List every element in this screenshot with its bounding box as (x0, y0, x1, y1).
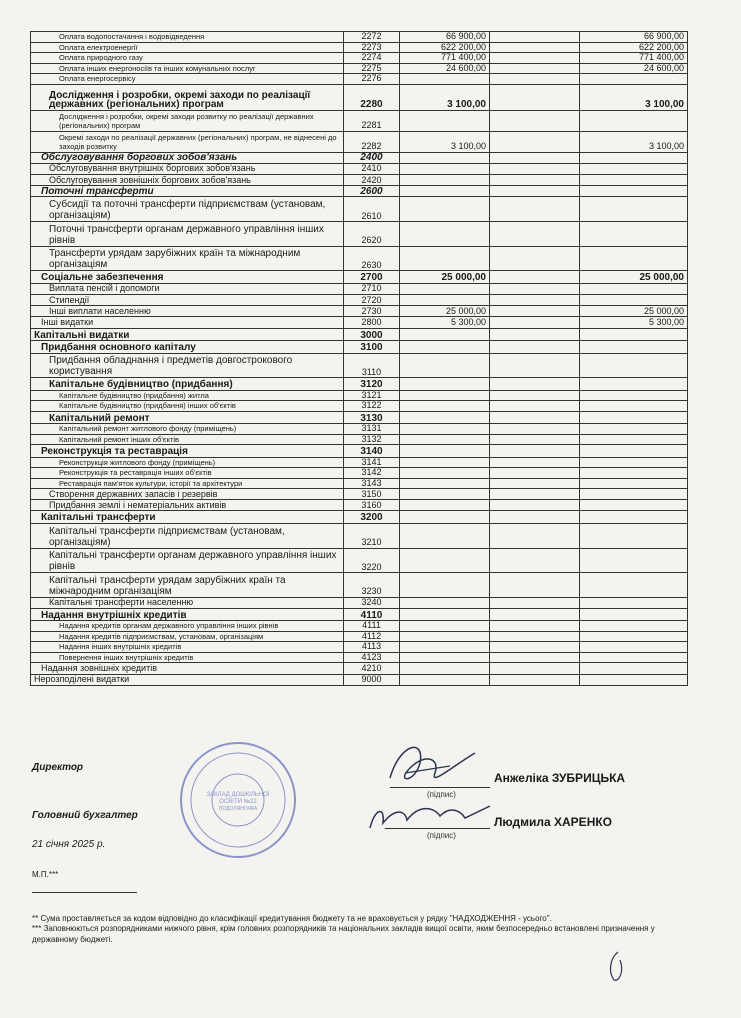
row-code: 3142 (344, 468, 400, 479)
row-code: 4110 (344, 608, 400, 621)
row-code: 2630 (344, 246, 400, 271)
row-code: 3141 (344, 457, 400, 468)
row-value-3: 622 200,00 (580, 42, 688, 53)
row-name: Оплата природного газу (31, 53, 344, 64)
row-name: Дослідження і розробки, окремі заходи розвитку по реалізації державних (регіональних) програм (31, 110, 344, 131)
row-code: 3110 (344, 353, 400, 378)
director-label: Директор (32, 762, 84, 773)
svg-text:ЗАКЛАД ДОШКІЛЬНОЇ: ЗАКЛАД ДОШКІЛЬНОЇ (206, 792, 270, 798)
pen-mark (606, 950, 628, 984)
row-code: 2800 (344, 317, 400, 328)
row-name: Субсидії та поточні трансферти підприємствам (установам, організаціям) (31, 197, 344, 222)
row-code: 2710 (344, 283, 400, 294)
row-code: 2281 (344, 110, 400, 131)
row-value-3: 25 000,00 (580, 271, 688, 284)
row-value-1: 771 400,00 (400, 53, 490, 64)
row-value-1: 3 100,00 (400, 131, 490, 152)
row-code: 2275 (344, 63, 400, 74)
row-value-1: 24 600,00 (400, 63, 490, 74)
row-code: 3131 (344, 424, 400, 435)
row-code: 3200 (344, 511, 400, 524)
row-value-3: 771 400,00 (580, 53, 688, 64)
row-name: Поточні трансферти (31, 186, 344, 197)
row-value-3: 24 600,00 (580, 63, 688, 74)
row-value-1: 3 100,00 (400, 84, 490, 110)
svg-text:ОСВІТИ №22: ОСВІТИ №22 (219, 799, 257, 805)
row-name: Надання інших внутрішніх кредитів (31, 642, 344, 653)
row-code: 4112 (344, 631, 400, 642)
row-code: 2410 (344, 163, 400, 174)
round-stamp (178, 740, 298, 860)
row-value-1: 25 000,00 (400, 271, 490, 284)
row-code: 2272 (344, 32, 400, 43)
row-code: 4210 (344, 663, 400, 674)
row-code: 2420 (344, 174, 400, 185)
row-name: Створення державних запасів і резервів (31, 489, 344, 500)
row-name: Інші виплати населенню (31, 306, 344, 317)
row-name: Капітальні трансферти підприємствам (установам, організаціям) (31, 523, 344, 548)
row-value-1: 5 300,00 (400, 317, 490, 328)
row-code: 2700 (344, 271, 400, 284)
row-value-1: 622 200,00 (400, 42, 490, 53)
report-date: 21 січня 2025 р. (32, 839, 106, 850)
row-code: 3230 (344, 573, 400, 598)
row-name: Реконструкція житлового фонду (приміщень) (31, 457, 344, 468)
row-value-3: 25 000,00 (580, 306, 688, 317)
row-name: Капітальне будівництво (придбання) житла (31, 390, 344, 401)
row-name: Капітальні трансферти урядам зарубіжних країн та міжнародним організаціям (31, 573, 344, 598)
row-name: Соціальне забезпечення (31, 271, 344, 284)
row-name: Капітальний ремонт інших об'єктів (31, 434, 344, 445)
row-name: Виплата пенсій і допомоги (31, 283, 344, 294)
row-name: Оплата електроенергії (31, 42, 344, 53)
row-name: Повернення інших внутрішніх кредитів (31, 652, 344, 663)
row-name: Реконструкція та реставрація інших об'єктів (31, 468, 344, 479)
row-code: 3210 (344, 523, 400, 548)
row-name: Надання внутрішніх кредитів (31, 608, 344, 621)
row-name: Капітальні трансферти органам державного управління інших рівнів (31, 548, 344, 573)
director-name: Анжеліка ЗУБРИЦЬКА (494, 771, 626, 785)
row-value-3: 66 900,00 (580, 32, 688, 43)
row-code: 3121 (344, 390, 400, 401)
accountant-label: Головний бухгалтер (32, 810, 138, 821)
accountant-name: Людмила ХАРЕНКО (494, 815, 613, 829)
row-code: 3160 (344, 500, 400, 511)
row-name: Обслуговування внутрішніх боргових зобов'язань (31, 163, 344, 174)
footnote-1: ** Сума проставляється за кодом відповідно до класифікації кредитування бюджету та не враховується у рядку "НАДХОДЖЕННЯ - усього". (32, 914, 552, 923)
row-code: 3122 (344, 401, 400, 412)
row-name: Трансферти урядам зарубіжних країн та міжнародним організаціям (31, 246, 344, 271)
row-code: 4111 (344, 621, 400, 632)
accountant-sign-caption: (підпис) (427, 831, 456, 840)
row-code: 2620 (344, 222, 400, 247)
row-name: Дослідження і розробки, окремі заходи по реалізації державних (регіональних) програм (31, 84, 344, 110)
row-code: 4123 (344, 652, 400, 663)
row-name: Надання зовнішніх кредитів (31, 663, 344, 674)
row-name: Реконструкція та реставрація (31, 445, 344, 458)
row-value-1: 25 000,00 (400, 306, 490, 317)
row-code: 3140 (344, 445, 400, 458)
row-code: 3143 (344, 478, 400, 489)
row-code: 2720 (344, 294, 400, 305)
row-code: 3150 (344, 489, 400, 500)
row-code: 2274 (344, 53, 400, 64)
row-code: 2730 (344, 306, 400, 317)
row-code: 2600 (344, 186, 400, 197)
row-name: Придбання землі і нематеріальних активів (31, 500, 344, 511)
row-code: 3130 (344, 411, 400, 424)
row-name: Капітальні видатки (31, 328, 344, 341)
row-code: 3100 (344, 341, 400, 354)
director-signature (380, 738, 490, 793)
row-name: Надання кредитів органам державного управління інших рівнів (31, 621, 344, 632)
row-name: Надання кредитів підприємствам, установам, організаціям (31, 631, 344, 642)
row-name: Капітальні трансферти населенню (31, 597, 344, 608)
row-code: 9000 (344, 674, 400, 685)
row-name: Придбання основного капіталу (31, 341, 344, 354)
row-name: Стипендії (31, 294, 344, 305)
row-value-3: 5 300,00 (580, 317, 688, 328)
row-code: 3240 (344, 597, 400, 608)
row-name: Обслуговування зовнішніх боргових зобов'язань (31, 174, 344, 185)
row-name: Обслуговування боргових зобов'язань (31, 152, 344, 163)
row-value-3: 3 100,00 (580, 84, 688, 110)
row-name: Придбання обладнання і предметів довгострокового користування (31, 353, 344, 378)
row-name: Капітальне будівництво (придбання) (31, 378, 344, 391)
row-code: 3132 (344, 434, 400, 445)
row-code: 3000 (344, 328, 400, 341)
director-sign-caption: (підпис) (427, 790, 456, 799)
row-code: 2273 (344, 42, 400, 53)
accountant-sign-line (385, 828, 490, 829)
row-name: Капітальний ремонт (31, 411, 344, 424)
stamp-place-label: М.П.*** (32, 870, 59, 879)
row-name: Оплата водопостачання і водовідведення (31, 32, 344, 43)
row-name: Оплата енергосервісу (31, 74, 344, 85)
row-name: Капітальні трансферти (31, 511, 344, 524)
row-code: 2400 (344, 152, 400, 163)
row-code: 3220 (344, 548, 400, 573)
row-code: 2282 (344, 131, 400, 152)
notes-separator (32, 892, 137, 893)
row-name: Окремі заходи по реалізації державних (регіональних) програм, не віднесені до заходів розвитку (31, 131, 344, 152)
row-name: Капітальне будівництво (придбання) інших об'єктів (31, 401, 344, 412)
row-name: Капітальний ремонт житлового фонду (приміщень) (31, 424, 344, 435)
row-name: Поточні трансферти органам державного управління інших рівнів (31, 222, 344, 247)
row-code: 2280 (344, 84, 400, 110)
row-code: 2276 (344, 74, 400, 85)
row-value-3: 3 100,00 (580, 131, 688, 152)
row-value-1: 66 900,00 (400, 32, 490, 43)
director-sign-line (390, 787, 490, 788)
row-code: 4113 (344, 642, 400, 653)
row-name: Реставрація пам'яток культури, історії та архітектури (31, 478, 344, 489)
footnote-2: *** Заповнюються розпорядниками нижчого рівня, крім головних розпорядників та національних закладів вищої освіти, яким безпосередньо встановлені призначення у державному бюджеті. (32, 924, 655, 944)
row-name: Інші видатки (31, 317, 344, 328)
row-name: Нерозподілені видатки (31, 674, 344, 685)
row-code: 3120 (344, 378, 400, 391)
svg-text:ПОДОЛЯНОЧКА: ПОДОЛЯНОЧКА (218, 806, 258, 812)
row-code: 2610 (344, 197, 400, 222)
row-name: Оплата інших енергоносіїв та інших комунальних послуг (31, 63, 344, 74)
